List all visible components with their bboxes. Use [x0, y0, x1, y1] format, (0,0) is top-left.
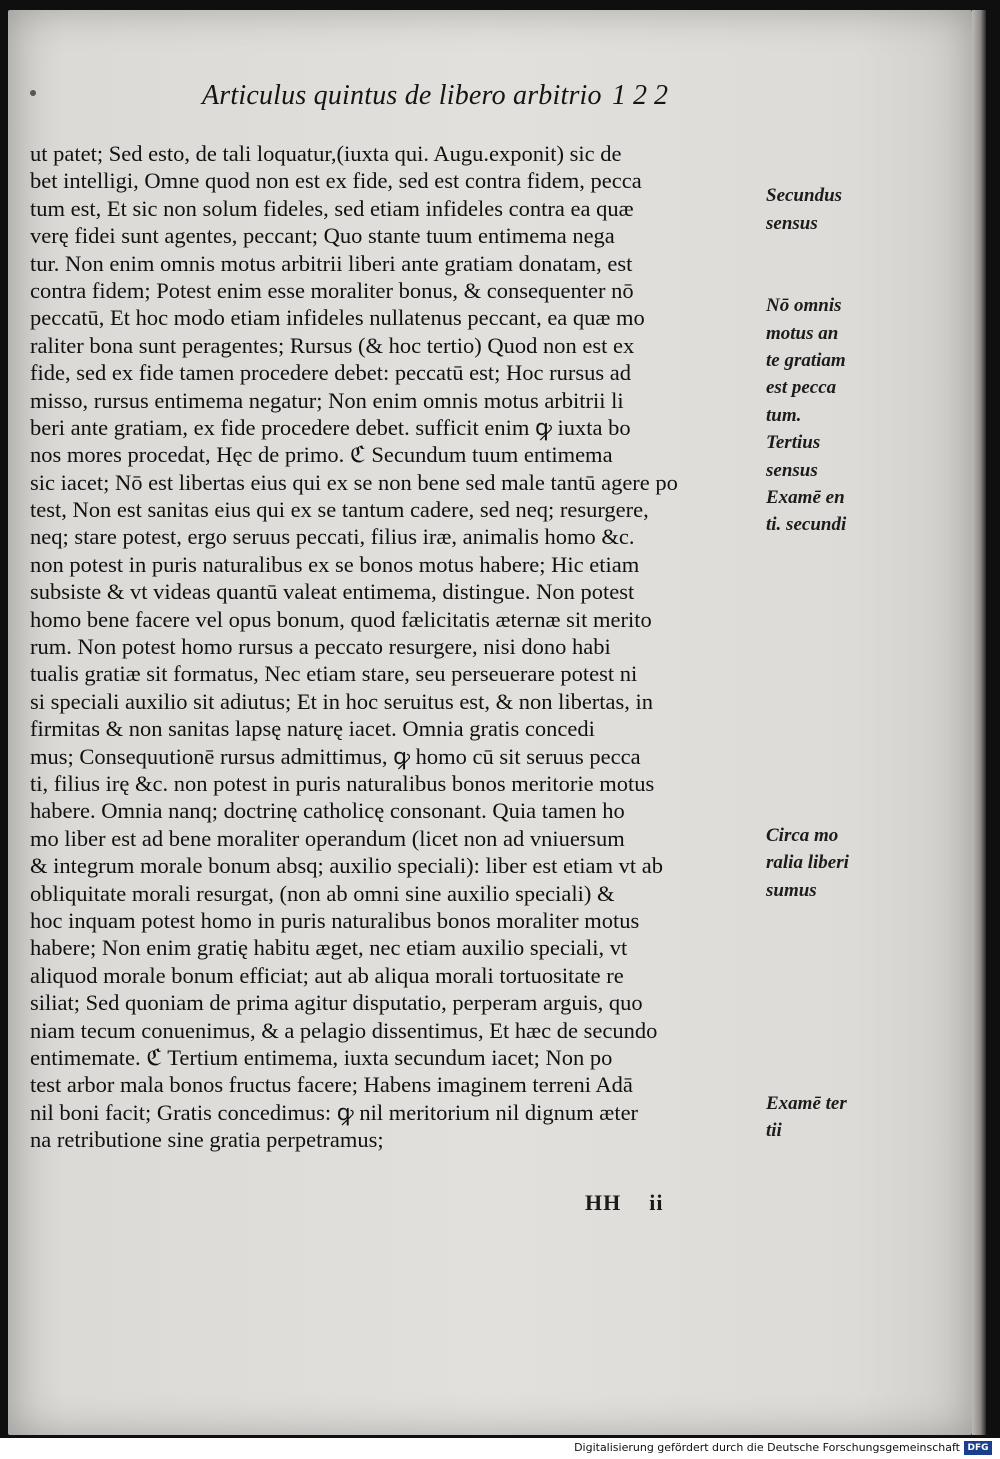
running-head: Articulus quintus de libero arbitrio	[202, 80, 602, 111]
margin-note: tum.	[766, 405, 802, 426]
text-line: neq; stare potest, ergo seruus peccati, filius iræ, animalis homo &c.	[30, 524, 635, 550]
text-line: firmitas & non sanitas lapsę naturę iacet. Omnia gratis concedi	[30, 716, 595, 742]
text-line: subsiste & vt videas quantū valeat entimema, distingue. Non potest	[30, 579, 635, 605]
text-line: ti, filius irę &c. non potest in puris naturalibus bonos meritorie motus	[30, 770, 655, 796]
page-header	[0, 80, 1000, 120]
text-line: fide, sed ex fide tamen procedere debet: peccatū est; Hoc rursus ad	[30, 360, 631, 386]
text-line: aliquod morale bonum efficiat; aut ab aliqua morali tortuositate re	[30, 962, 624, 988]
text-line: ut patet; Sed esto, de tali loquatur,(iuxta qui. Augu.exponit) sic de	[30, 141, 622, 166]
margin-note: Nō omnis	[766, 295, 842, 316]
margin-note: ralia liberi	[766, 852, 849, 873]
text-line: habere; Non enim gratię habitu æget, nec etiam auxilio speciali, vt	[30, 935, 628, 961]
main-text-block	[30, 140, 849, 1153]
margin-dot	[30, 90, 36, 96]
margin-note: tii	[766, 1120, 782, 1141]
page-edge	[972, 10, 986, 1435]
digitization-footer	[0, 1438, 1000, 1459]
text-line: test arbor mala bonos fructus facere; Habens imaginem terreni Adā	[30, 1072, 633, 1098]
margin-note: te gratiam	[766, 350, 846, 371]
margin-note: Circa mo	[766, 825, 839, 846]
text-line: test, Non est sanitas eius qui ex se tantum cadere, sed neq; resurgere,	[30, 497, 649, 523]
text-line: rum. Non potest homo rursus a peccato resurgere, nisi dono habi	[30, 634, 611, 660]
funding-credit: Digitalisierung gefördert durch die Deutsche Forschungsgemeinschaft	[574, 1441, 960, 1454]
margin-note: Examē en	[766, 487, 845, 508]
text-line: beri ante gratiam, ex fide procedere debet. sufficit enim ꝙ iuxta bo	[30, 414, 631, 440]
signature-letters: HH	[585, 1190, 622, 1215]
margin-note: est pecca	[766, 377, 837, 398]
dfg-logo-icon: DFG	[964, 1441, 992, 1455]
text-line: verę fidei sunt agentes, peccant; Quo stante tuum entimema nega	[30, 223, 615, 249]
margin-note: motus an	[766, 323, 839, 344]
text-line: niam tecum conuenimus, & a pelagio dissentimus, Et hæc de secundo	[30, 1017, 658, 1043]
text-line: tur. Non enim omnis motus arbitrii liberi ante gratiam donatam, est	[30, 250, 633, 276]
text-line: non potest in puris naturalibus ex se bonos motus habere; Hic etiam	[30, 551, 640, 577]
margin-note: sensus	[766, 213, 818, 234]
text-line: tum est, Et sic non solum fideles, sed etiam infideles contra ea quæ	[30, 195, 634, 221]
text-line: tualis gratiæ sit formatus, Nec etiam stare, seu perseuerare potest ni	[30, 661, 638, 687]
text-line: hoc inquam potest homo in puris naturalibus bonos moraliter motus	[30, 907, 640, 933]
text-line: mus; Consequutionē rursus admittimus, ꝙ homo cū sit seruus pecca	[30, 743, 641, 769]
text-line: na retributione sine gratia perpetramus;	[30, 1127, 384, 1153]
margin-note: Tertius	[766, 432, 821, 453]
text-line: raliter bona sunt peragentes; Rursus (& hoc tertio) Quod non est ex	[30, 332, 635, 358]
text-line: & integrum morale bonum absq; auxilio speciali): liber est etiam vt ab	[30, 853, 663, 879]
margin-note: sumus	[766, 880, 817, 901]
text-line: bet intelligi, Omne quod non est ex fide, sed est contra fidem, pecca	[30, 168, 642, 194]
text-line: siliat; Sed quoniam de prima agitur disputatio, perperam arguis, quo	[30, 990, 643, 1016]
signature-number: ii	[649, 1190, 664, 1215]
text-line: homo bene facere vel opus bonum, quod fælicitatis æternæ sit merito	[30, 606, 652, 632]
text-line: obliquitate morali resurgat, (non ab omni sine auxilio speciali) &	[30, 880, 615, 906]
text-line: habere. Omnia nanq; doctrinę catholicę consonant. Quia tamen ho	[30, 798, 625, 824]
text-line: si speciali auxilio sit adiutus; Et in hoc seruitus est, & non libertas, in	[30, 688, 654, 714]
text-line: mo liber est ad bene moraliter operandum (licet non ad vniuersum	[30, 825, 625, 851]
margin-note: sensus	[766, 460, 818, 481]
text-line: misso, rursus entimema negatur; Non enim omnis motus arbitrii li	[30, 387, 624, 413]
folio-number: 1 2 2	[612, 80, 668, 111]
text-line: entimemate. ℭ Tertium entimema, iuxta secundum iacet; Non po	[30, 1044, 613, 1070]
margin-note: Examē ter	[766, 1093, 847, 1114]
text-line: peccatū, Et hoc modo etiam infideles nullatenus peccant, ea quæ mo	[30, 305, 645, 331]
margin-note: Secundus	[766, 185, 843, 206]
signature-mark	[585, 1190, 663, 1216]
text-line: contra fidem; Potest enim esse moraliter bonus, & consequenter nō	[30, 277, 634, 303]
text-line: nil boni facit; Gratis concedimus: ꝙ nil meritorium nil dignum æter	[30, 1099, 639, 1125]
margin-note: ti. secundi	[766, 514, 847, 535]
text-line: nos mores procedat, Hęc de primo. ℭ Secundum tuum entimema	[30, 442, 613, 468]
text-line: sic iacet; Nō est libertas eius qui ex se non bene sed male tantū agere po	[30, 469, 678, 495]
